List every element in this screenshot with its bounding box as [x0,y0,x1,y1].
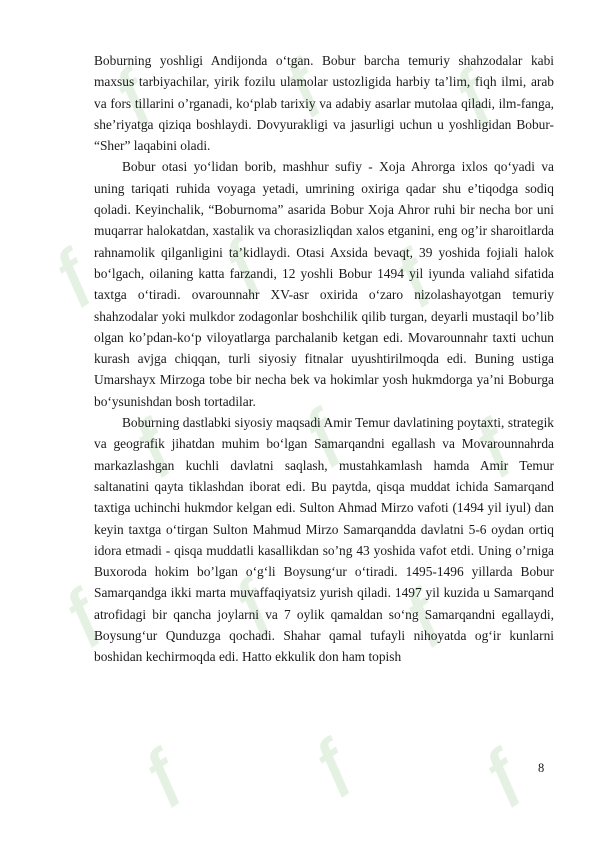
watermark-glyph: ƒ [436,52,508,132]
watermark-glyph: ƒ [206,222,278,302]
watermark-glyph: ƒ [466,732,538,812]
watermark-glyph: ƒ [216,562,288,642]
paragraph-3: Boburning dastlabki siyosiy maqsadi Amir Temur davlatining poytaxti, strategik va geografik jihatdan muhim bo‘lgan Samarqandni egallash va Movarounnahrda markazlashgan kuchli davlatni saqlash, mustahkamlash hamda Amir Temur saltanatini qayta tiklashdan iborat edi. Bu paytda, qisqa muddat ichida Samarqand taxtiga uchinchi hukmdor kelgan edi. Sulton Ahmad Mirzo vafoti (1494 yil iyul) dan keyin taxtga o‘tirgan Sulton Mahmud Mirzo Samarqandda davlatni 5-6 oydan ortiq idora etmadi - qisqa muddatli kasallikdan so’ng 43 yoshida vafot etdi. Uning o’rniga Buxoroda hokim bo’lgan o‘g‘li Boysung‘ur o‘tiradi. 1495-1496 yillarda Bobur Samarqandga ikki marta muvaffaqiyatsiz yurish qiladi. 1497 yil kuzida u Samarqand atrofidagi bir qancha joylarni va 7 oylik qamaldan so‘ng Samarqandni egallaydi, Boysung‘ur Qunduzga qochadi. Shahar qamal tufayli nihoyatda og‘ir kunlarni boshidan kechirmoqda edi. Hatto ekkulik don ham topish [94,415,554,665]
watermark-glyph: ƒ [286,392,358,472]
watermark-glyph: ƒ [296,722,368,802]
page-number: 8 [538,761,545,775]
watermark-glyph: ƒ [126,732,198,812]
watermark-glyph: ƒ [386,572,458,652]
watermark-glyph: ƒ [266,42,338,122]
document-body [94,50,554,668]
watermark-glyph: ƒ [36,232,108,312]
paragraph-1: Boburning yoshligi Andijonda o‘tgan. Bobur barcha temuriy shahzodalar kabi maxsus tarbiyachilar, yirik fozilu ulamolar ustozligida harbiy ta’lim, fiqh ilmi, arab va fors tillarini o’rganadi, ko‘plab tarixiy va adabiy asarlar mutolaa qiladi, ilm-fanga, she’riyatga qiziqa boshlaydi. Dovyurakligi va jasurligi uchun u yoshligidan Bobur- “Sher” laqabini oladi. [94,53,554,154]
watermark-glyph: ƒ [376,232,448,312]
paragraph-2: Bobur otasi yo‘lidan borib, mashhur sufiy - Xoja Ahrorga ixlos qo‘yadi va uning tariqati ruhida voyaga yetadi, umrining oxiriga qadar shu e’tiqodga sodiq qoladi. Keyinchalik, “Boburnoma” asarida Bobur Xoja Ahror ruhi bir necha bor uni muqarrar halokatdan, xastalik va chorasizliqdan xalos etganini, eng og’ir sharoitlarda rahnamolik qilganligini ta’kidlaydi. Otasi Axsida bevaqt, 39 yoshida fojiali halok bo‘lgach, oilaning katta farzandi, 12 yoshli Bobur 1494 yil iyunda valiahd sifatida taxtga o‘tiradi. ovarounnahr XV-asr oxirida o‘zaro nizolashayotgan temuriy shahzodalar yoki mulkdor zodagonlar boshchilik qilib turgan, deyarli mustaqil bo’lib olgan ko’pdan-ko‘p viloyatlarga parchalanib ketgan edi. Movarounnahr taxti uchun kurash avjga chiqqan, turli siyosiy fitnalar uyushtirilmoqda edi. Buning ustiga Umarshayx Mirzoga tobe bir necha bek va hokimlar yosh hukmdorga ya’ni Boburga bo‘ysunishdan bosh tortadilar. [94,159,554,409]
watermark-glyph: ƒ [456,402,528,482]
watermark-glyph: ƒ [96,52,168,132]
watermark-glyph: ƒ [116,402,188,482]
watermark-glyph: ƒ [46,572,118,652]
